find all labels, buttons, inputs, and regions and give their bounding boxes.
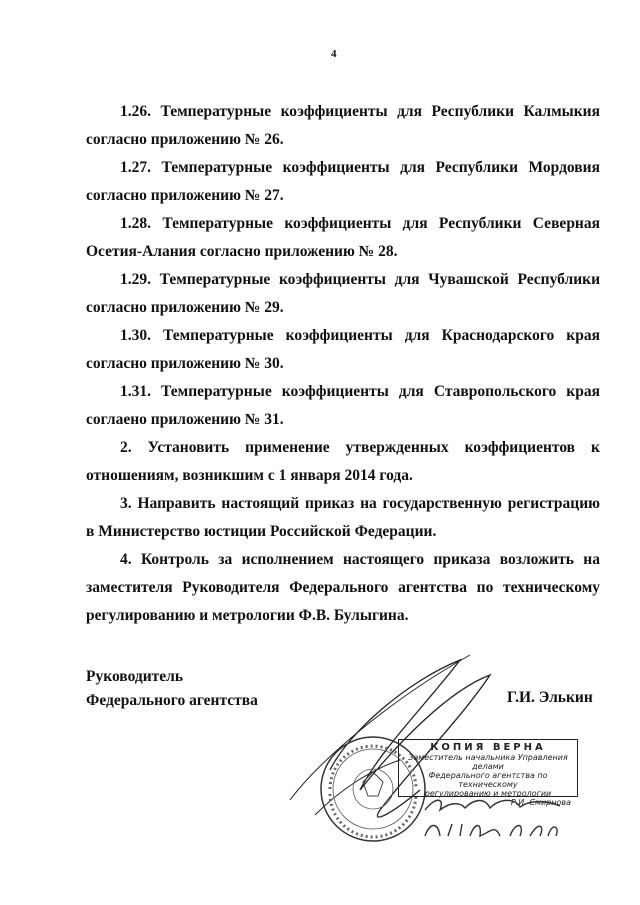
page-number: 4 <box>331 48 337 60</box>
paragraph-3: 3. Направить настоящий приказ на государственную регистрацию в Министерство юстиции Российской Федерации. <box>86 495 600 540</box>
stamp-line-2: Федерального агентства по техническому <box>428 771 548 789</box>
signer-name: Г.И. Элькин <box>507 689 593 706</box>
signer-title-line2: Федерального агентства <box>86 692 258 709</box>
stamp-line-1: Заместитель начальника Управления делами <box>408 753 568 771</box>
stamp-title: КОПИЯ ВЕРНА <box>430 742 546 753</box>
signer-title-line1: Руководитель <box>86 668 184 685</box>
stamp-name: Р.И. Смирнова <box>510 798 571 807</box>
paragraph-1-29: 1.29. Температурные коэффициенты для Чувашской Республики согласно приложению № 29. <box>86 271 600 316</box>
paragraph-1-26: 1.26. Температурные коэффициенты для Республики Калмыкия согласно приложению № 26. <box>86 103 600 148</box>
signer-title <box>86 665 258 713</box>
paragraph-1-28: 1.28. Температурные коэффициенты для Республики Северная Осетия-Алания согласно приложению № 28. <box>86 215 600 260</box>
paragraph-1-30: 1.30. Температурные коэффициенты для Краснодарского края согласно приложению № 30. <box>86 327 600 372</box>
paragraph-4: 4. Контроль за исполнением настоящего приказа возложить на заместителя Руководителя Федерального агентства по техническому регулированию и метрологии Ф.В. Булыгина. <box>86 551 600 624</box>
handwritten-signature-date-icon <box>420 792 570 842</box>
document-body <box>86 98 600 630</box>
paragraph-1-31: 1.31. Температурные коэффициенты для Ставропольского края соглаено приложению № 31. <box>86 383 600 428</box>
copy-verified-stamp <box>398 739 578 807</box>
paragraph-2: 2. Установить применение утвержденных коэффициентов к отношениям, возникшим с 1 января 2014 года. <box>86 439 600 484</box>
paragraph-1-27: 1.27. Температурные коэффициенты для Республики Мордовия согласно приложению № 27. <box>86 159 600 204</box>
stamp-line-3: регулированию и метрологии <box>424 789 552 798</box>
